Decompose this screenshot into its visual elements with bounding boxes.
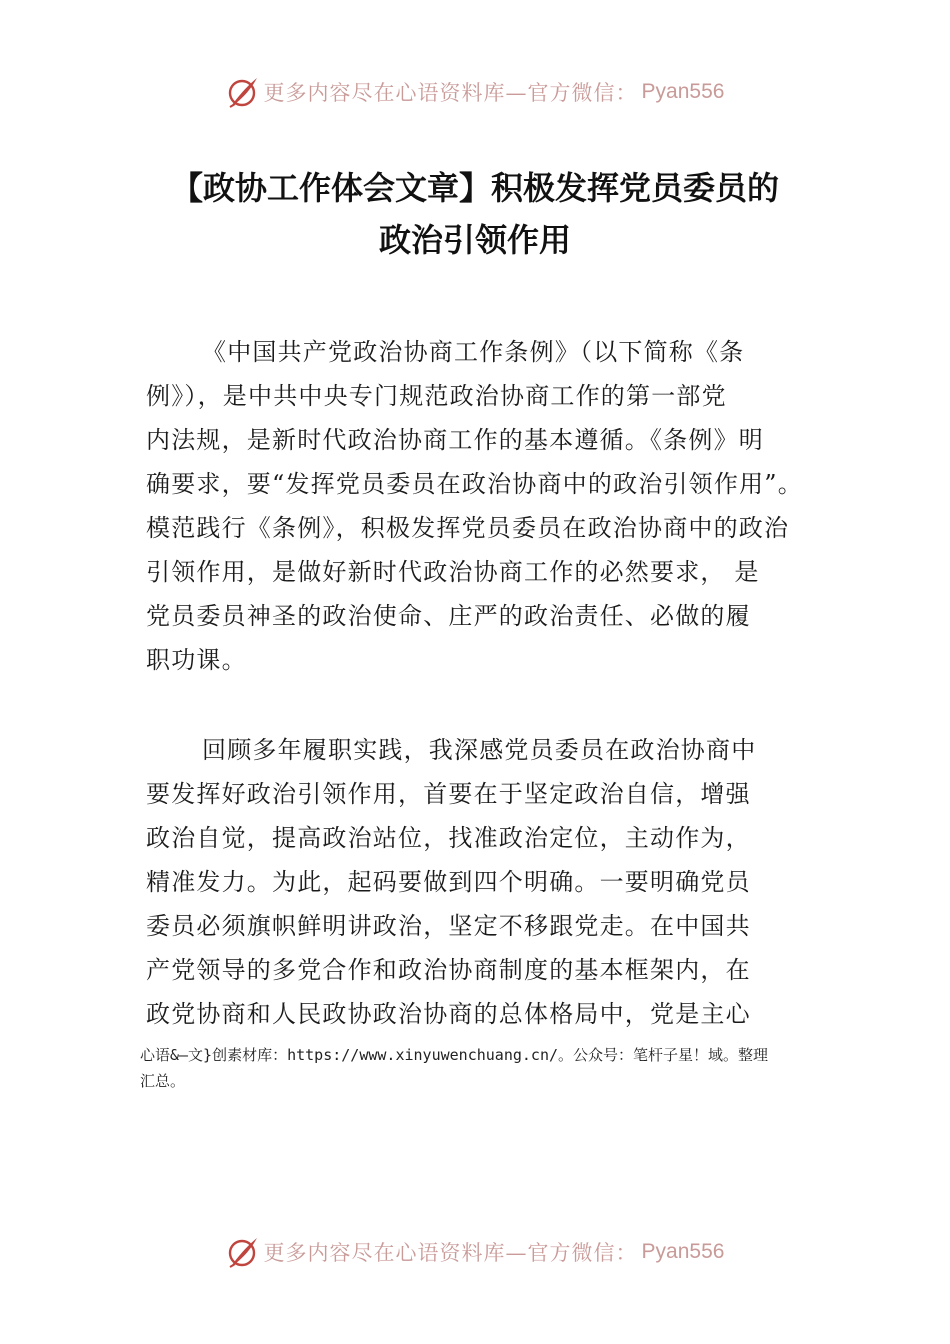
footer-wechat-id: Pyan556	[641, 1240, 725, 1263]
paragraph-line: 例》），是中共中央专门规范政治协商工作的第一部党	[146, 382, 727, 410]
title-line-2: 政治引领作用	[378, 221, 571, 259]
title-line-1: 【政协工作体会文章】积极发挥党员委员的	[170, 169, 779, 207]
paragraph-line: 要发挥好政治引领作用，首要在于坚定政治自信，增强	[146, 780, 751, 808]
paragraph-line: 委员必须旗帜鲜明讲政治，坚定不移跟党走。在中国共	[146, 912, 751, 940]
paragraph-line: 引领作用，是做好新时代政治协商工作的必然要求， 是	[146, 558, 760, 586]
header-text: 更多内容尽在心语资料库—官方微信：	[263, 81, 638, 105]
source-footnote	[140, 1042, 840, 1094]
paragraph-line: 精准发力。为此，起码要做到四个明确。一要明确党员	[146, 868, 751, 896]
paragraph-2	[146, 728, 826, 1036]
footnote-line-2: 汇总。	[140, 1072, 186, 1090]
header-banner	[0, 72, 950, 112]
paragraph-line: 政党协商和人民政协政治协商的总体格局中，党是主心	[146, 1000, 751, 1028]
paragraph-line: 内法规，是新时代政治协商工作的基本遵循。《条例》明	[146, 426, 764, 454]
paragraph-line: 回顾多年履职实践，我深感党员委员在政治协商中	[202, 736, 757, 764]
paragraph-line: 确要求，要“发挥党员委员在政治协商中的政治引领作用”。	[146, 470, 803, 498]
paragraph-line: 产党领导的多党合作和政治协商制度的基本框架内，在	[146, 956, 751, 984]
footer-text: 更多内容尽在心语资料库—官方微信：	[263, 1241, 638, 1265]
paragraph-line: 模范践行《条例》，积极发挥党员委员在政治协商中的政治	[146, 514, 790, 542]
quill-pen-logo-icon	[226, 1235, 260, 1269]
page-title	[100, 162, 850, 266]
paragraph-line: 职功课。	[146, 646, 247, 674]
paragraph-line: 党员委员神圣的政治使命、庄严的政治责任、必做的履	[146, 602, 751, 630]
quill-pen-logo-icon	[226, 75, 260, 109]
footer-banner	[0, 1232, 950, 1272]
footnote-line-1: 心语&—文}创素材库：https://www.xinyuwenchuang.cn/。公众号：笔杆子星！域。整理	[140, 1046, 769, 1064]
paragraph-line: 《中国共产党政治协商工作条例》（以下简称《条	[202, 338, 745, 366]
paragraph-1	[146, 330, 826, 682]
paragraph-line: 政治自觉，提高政治站位，找准政治定位，主动作为，	[146, 824, 751, 852]
header-wechat-id: Pyan556	[641, 80, 725, 103]
